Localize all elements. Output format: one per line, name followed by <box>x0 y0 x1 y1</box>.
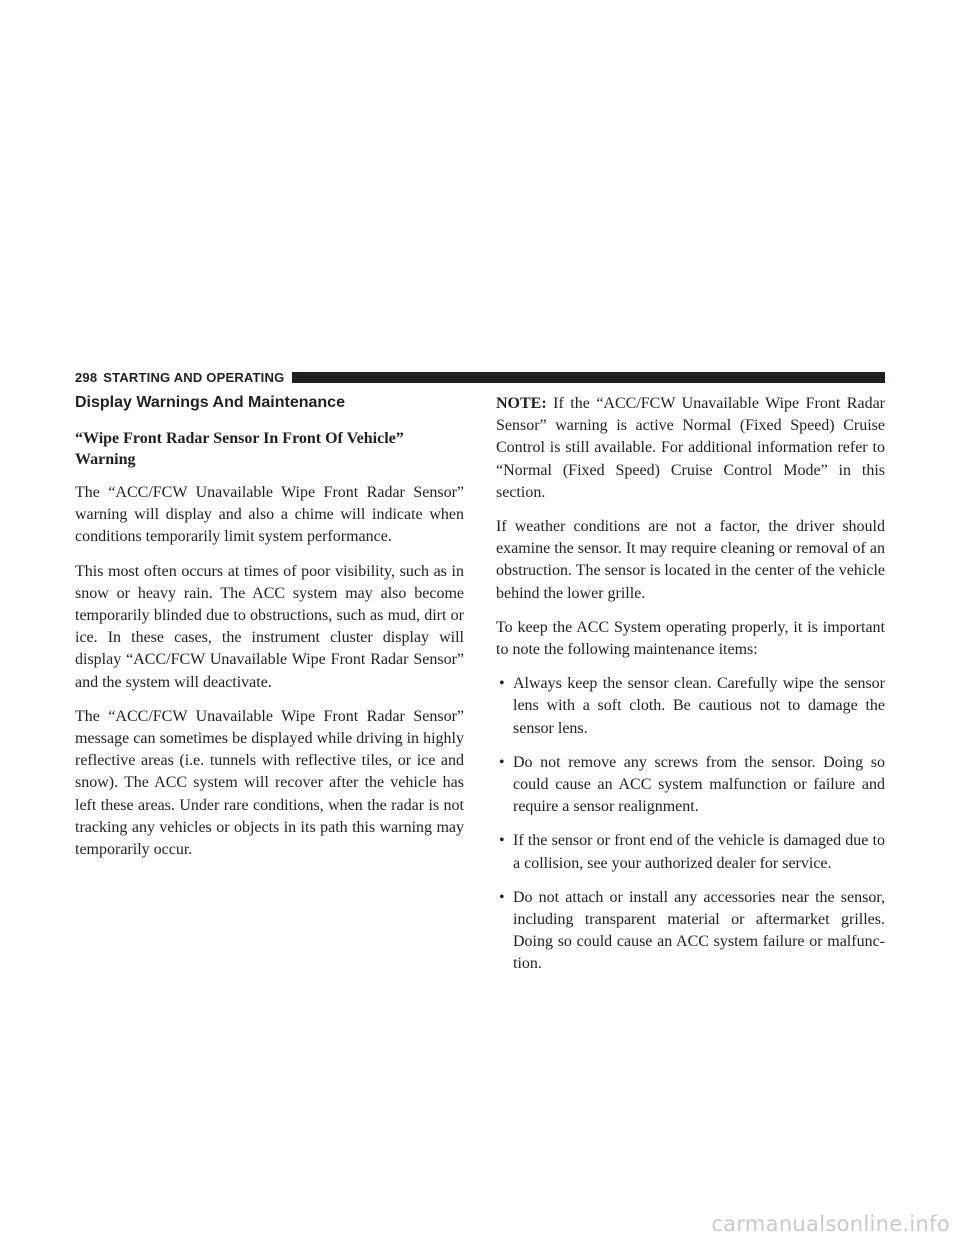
maintenance-list <box>496 673 885 975</box>
header-rule <box>292 372 885 383</box>
list-item-text: Always keep the sensor clean. Carefully wipe the sensor lens with a soft cloth. Be cautious not to damage the sensor lens. <box>513 675 885 737</box>
section-title: STARTING AND OPERATING <box>103 369 285 385</box>
note-label: NOTE: <box>496 395 547 412</box>
bullet-icon: • <box>499 753 505 771</box>
page-number: 298 <box>75 369 98 385</box>
paragraph-reflective-areas: The “ACC/FCW Unavailable Wipe Front Radar Sensor” message can sometimes be displayed while driving in highly reflective areas (i.e. tunnels with reflective tiles, or ice and snow). The ACC system will recover after the vehicle has left these areas. Under rare conditions, when the radar is not tracking any vehicles or objects in its path this warning may temporarily occur. <box>75 707 464 859</box>
right-column <box>496 393 885 988</box>
watermark: carmanualsonline.info <box>711 1212 950 1236</box>
list-item <box>496 887 885 976</box>
list-item-text: If the sensor or front end of the vehicle is damaged due to a collision, see your authorized dealer for service. <box>513 832 885 872</box>
paragraph-poor-visibility: This most often occurs at times of poor visibility, such as in snow or heavy rain. The ACC system may also become temporarily blinded due to obstructions, such as mud, dirt or ice. In these cases, the instrument cluster display will display “ACC/FCW Unavailable Wipe Front Radar Sensor” and the system will deactivate. <box>75 562 464 691</box>
warning-subheading: “Wipe Front Radar Sensor In Front Of Vehicle” Warning <box>75 430 404 468</box>
paragraph-maintenance-intro: To keep the ACC System operating properly, it is important to note the following maintenance items: <box>496 618 885 659</box>
list-item <box>496 830 885 874</box>
bullet-icon: • <box>499 675 505 693</box>
note-paragraph <box>496 393 885 504</box>
paragraph-examine-sensor: If weather conditions are not a factor, the driver should examine the sensor. It may require cleaning or removal of an obstruction. The sensor is located in the center of the vehicle behind the lower grille. <box>496 518 885 602</box>
list-item <box>496 673 885 740</box>
page-header <box>75 369 885 385</box>
list-item-text: Do not remove any screws from the sensor. Doing so could cause an ACC system malfunction or failure and require a sensor realignment. <box>513 753 885 816</box>
section-heading: Display Warnings And Maintenance <box>75 394 345 411</box>
list-item <box>496 752 885 819</box>
note-text: If the “ACC/FCW Unavailable Wipe Front Radar Sensor” warning is active Normal (Fixed Speed) Cruise Control is still available. For additional information refer to “Normal (Fixed Speed) Cruise Control Mode” in this section. <box>496 395 885 501</box>
bullet-icon: • <box>499 888 505 906</box>
paragraph-warning-display: The “ACC/FCW Unavailable Wipe Front Radar Sensor” warning will display and also a chime will indicate when conditions temporarily limit system performance. <box>75 484 464 546</box>
bullet-icon: • <box>499 832 505 850</box>
left-column <box>75 393 464 873</box>
list-item-text: Do not attach or install any accessories near the sensor, including transparent material or aftermarket grilles. Doing so could cause an ACC system failure or malfunction. <box>513 888 885 973</box>
